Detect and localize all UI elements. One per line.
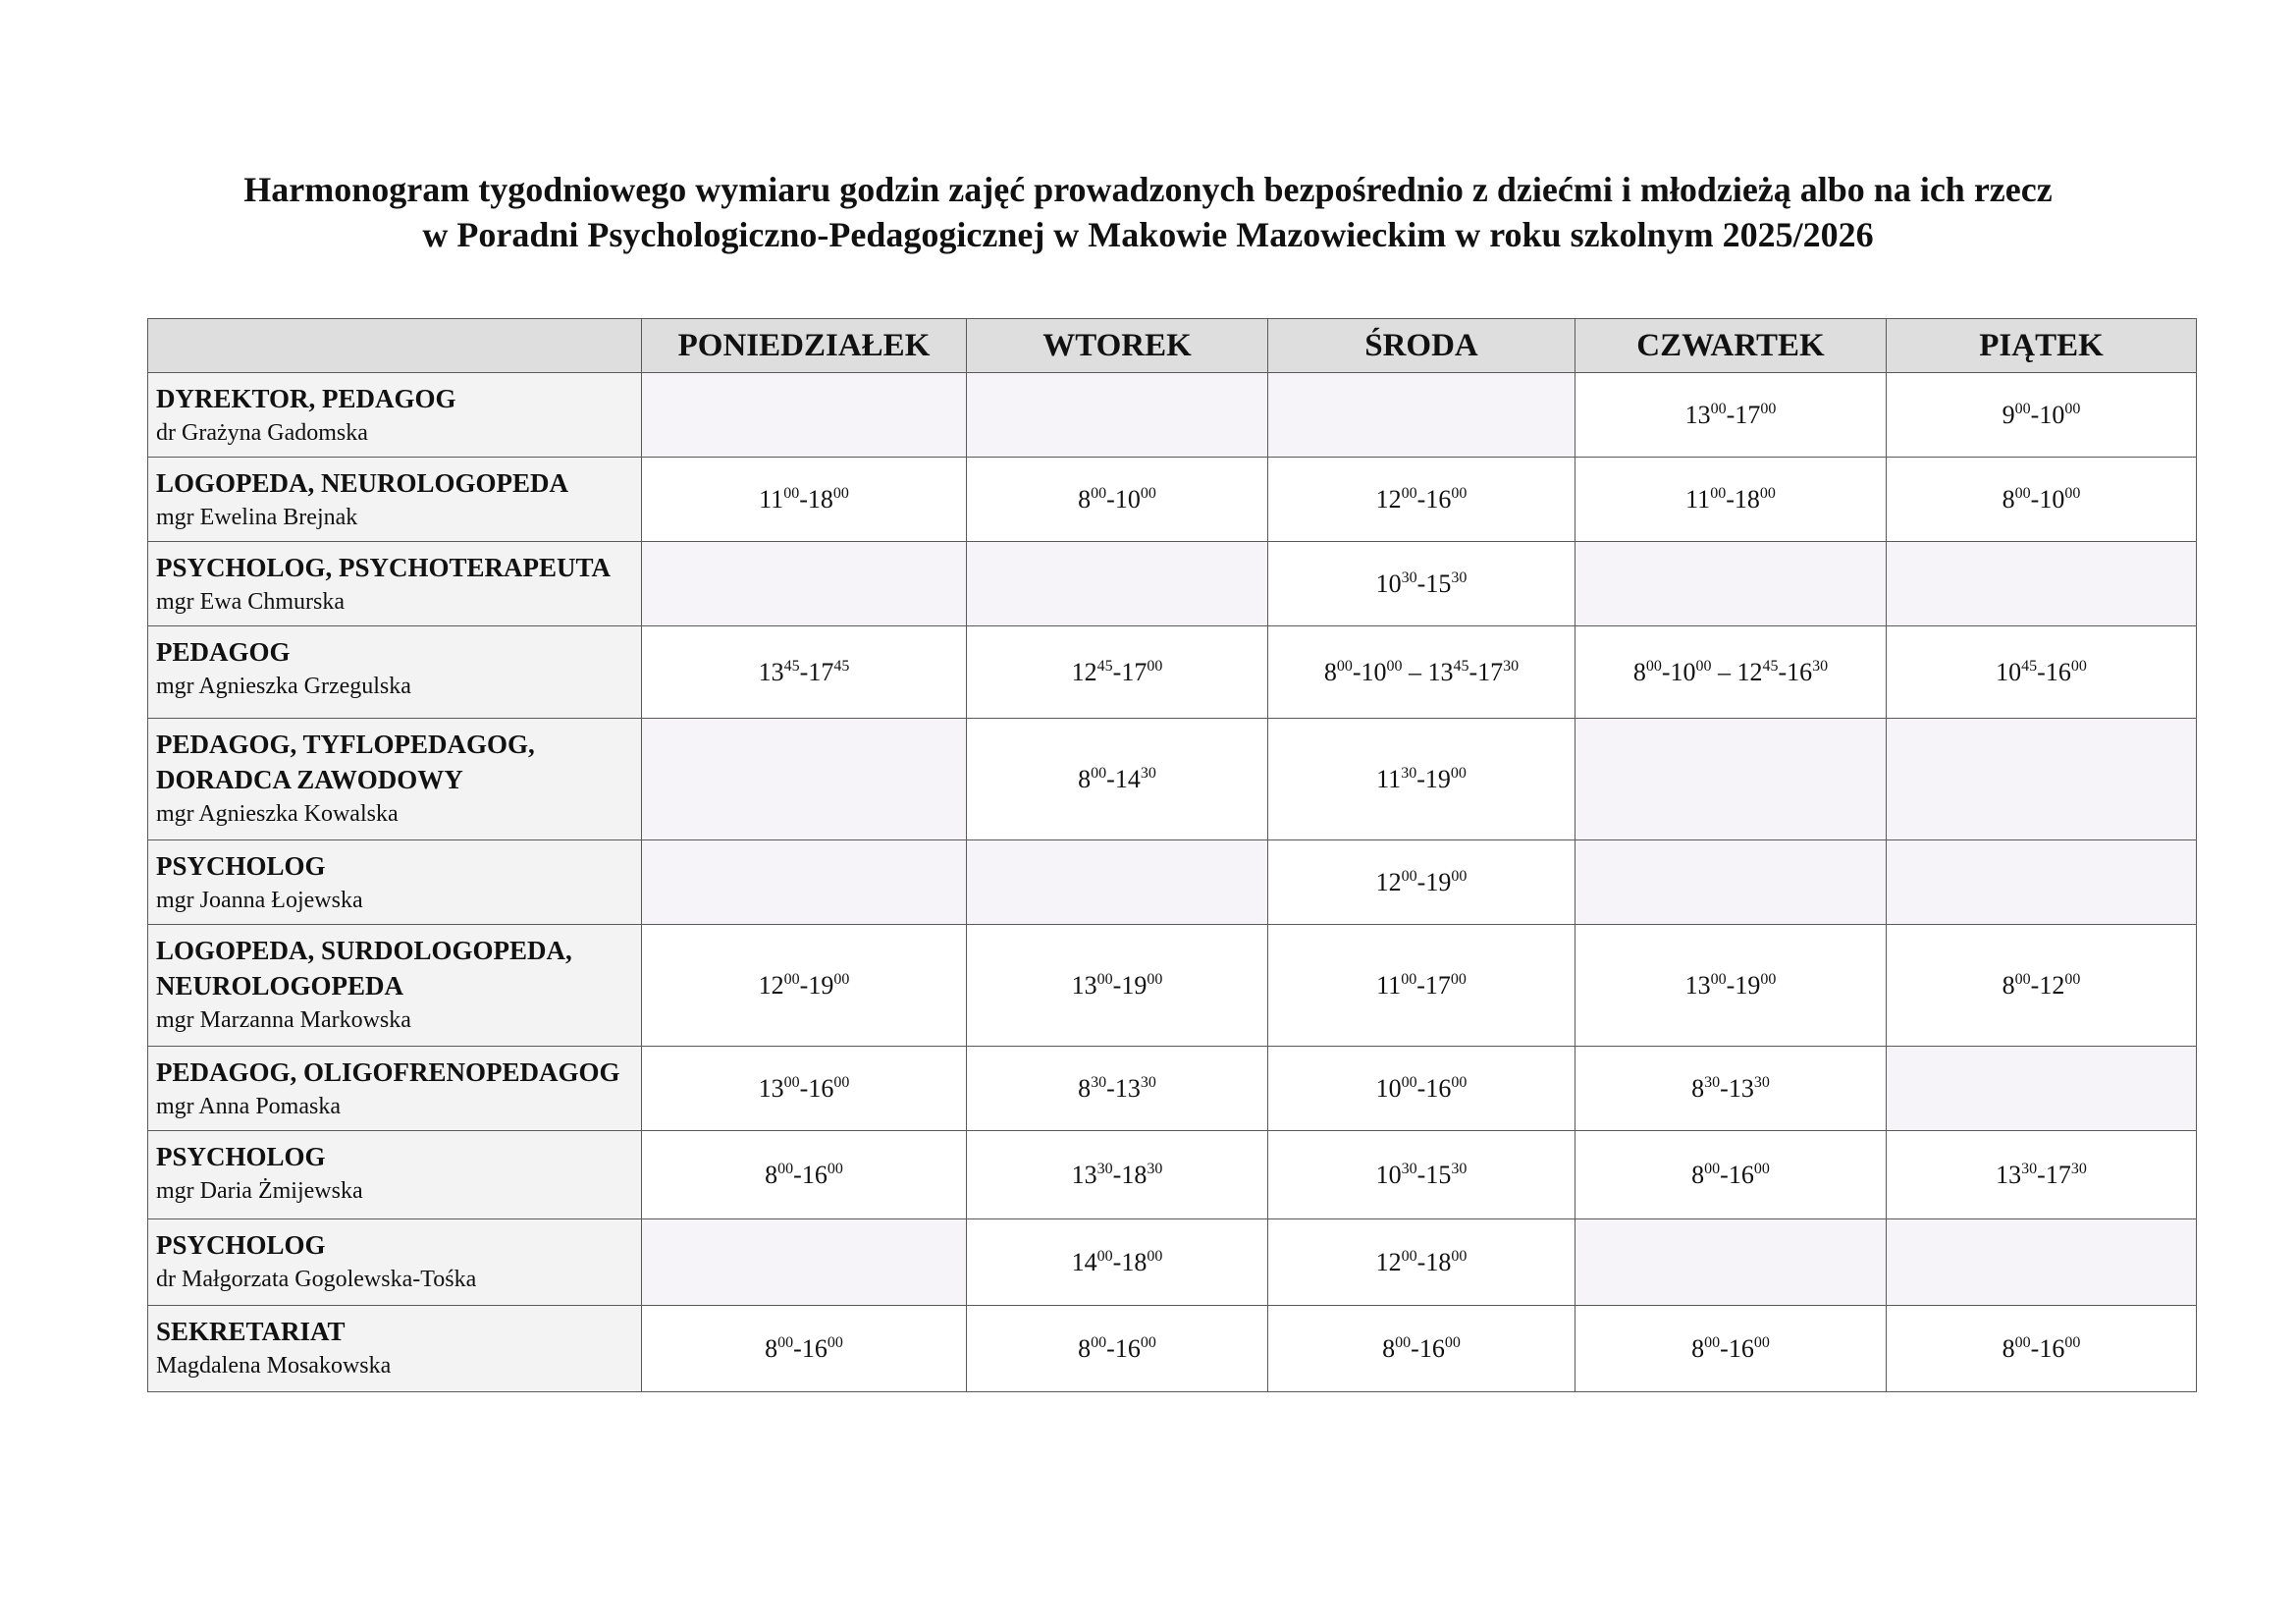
table-row (148, 542, 2197, 626)
staff-role: DYREKTOR, PEDAGOG (156, 384, 456, 413)
hours-value: $10^{30}-15^{30}$ (1375, 1160, 1468, 1189)
staff-name: mgr Ewelina Brejnak (156, 505, 358, 530)
hours-cell-thursday (1575, 458, 1887, 542)
staff-name: Magdalena Mosakowska (156, 1353, 392, 1379)
hours-value: $12^{00}-19^{00}$ (758, 970, 850, 1000)
hours-value: $12^{00}-16^{00}$ (1375, 484, 1468, 514)
staff-name: mgr Joanna Łojewska (156, 888, 363, 913)
hours-cell-monday (642, 1131, 967, 1219)
hours-cell-monday (642, 925, 967, 1047)
hours-cell-wednesday (1268, 1219, 1575, 1306)
hours-cell-tuesday (967, 626, 1268, 719)
hours-value: $10^{45}-16^{00}$ (1996, 657, 2087, 686)
staff-cell (148, 373, 642, 458)
hours-value: $11^{00}-18^{00}$ (759, 484, 849, 514)
hours-cell-wednesday (1268, 373, 1575, 458)
hours-value: $12^{00}-19^{00}$ (1375, 867, 1468, 896)
hours-cell-friday (1887, 1306, 2197, 1392)
staff-role: LOGOPEDA, NEUROLOGOPEDA (156, 468, 569, 498)
header-day-thursday: CZWARTEK (1575, 319, 1887, 373)
hours-value: $8^{00}-16^{00}$ (1078, 1333, 1156, 1363)
hours-cell-thursday (1575, 373, 1887, 458)
hours-cell-tuesday (967, 840, 1268, 925)
staff-cell (148, 925, 642, 1047)
header-day-wednesday: ŚRODA (1268, 319, 1575, 373)
staff-role: DORADCA ZAWODOWY (156, 765, 463, 794)
staff-role: NEUROLOGOPEDA (156, 971, 404, 1001)
hours-cell-thursday (1575, 719, 1887, 840)
hours-value: $13^{45}-17^{45}$ (758, 657, 850, 686)
staff-role: PSYCHOLOG, PSYCHOTERAPEUTA (156, 553, 612, 582)
staff-name: mgr Ewa Chmurska (156, 589, 345, 615)
hours-cell-monday (642, 373, 967, 458)
hours-value: $13^{00}-16^{00}$ (758, 1073, 850, 1103)
header-day-friday: PIĄTEK (1887, 319, 2197, 373)
header-day-tuesday: WTOREK (967, 319, 1268, 373)
hours-cell-friday (1887, 626, 2197, 719)
staff-name: mgr Agnieszka Grzegulska (156, 674, 411, 699)
hours-value: $8^{30}-13^{30}$ (1691, 1073, 1770, 1103)
hours-cell-monday (642, 458, 967, 542)
hours-cell-monday (642, 719, 967, 840)
hours-cell-wednesday (1268, 840, 1575, 925)
schedule-table (147, 318, 2197, 1392)
hours-cell-tuesday (967, 1306, 1268, 1392)
hours-cell-wednesday (1268, 458, 1575, 542)
staff-name: mgr Anna Pomaska (156, 1094, 341, 1119)
hours-cell-tuesday (967, 542, 1268, 626)
hours-cell-thursday (1575, 626, 1887, 719)
hours-value: $8^{00}-16^{00}$ (1691, 1160, 1770, 1189)
hours-cell-thursday (1575, 1306, 1887, 1392)
staff-cell (148, 542, 642, 626)
hours-cell-tuesday (967, 373, 1268, 458)
hours-value: $8^{00}-14^{30}$ (1078, 764, 1156, 793)
hours-cell-thursday (1575, 925, 1887, 1047)
title-line-1: Harmonogram tygodniowego wymiaru godzin zajęć prowadzonych bezpośrednio z dziećmi i młodzieżą albo na ich rzecz (243, 170, 2053, 209)
hours-cell-tuesday (967, 1219, 1268, 1306)
hours-cell-thursday (1575, 542, 1887, 626)
hours-value: $8^{00}-10^{00}$ (2002, 484, 2081, 514)
hours-cell-tuesday (967, 925, 1268, 1047)
staff-role: PEDAGOG, OLIGOFRENOPEDAGOG (156, 1057, 620, 1087)
hours-value: $11^{30}-19^{00}$ (1376, 764, 1467, 793)
staff-cell (148, 458, 642, 542)
table-row (148, 1219, 2197, 1306)
hours-cell-wednesday (1268, 626, 1575, 719)
schedule-body (148, 373, 2197, 1392)
hours-value: $8^{00}-10^{00}$ (1078, 484, 1156, 514)
table-row (148, 458, 2197, 542)
hours-cell-friday (1887, 1219, 2197, 1306)
staff-cell (148, 719, 642, 840)
hours-cell-wednesday (1268, 1047, 1575, 1131)
hours-value: $8^{00}-10^{00} - 12^{45}-16^{30}$ (1632, 657, 1829, 686)
hours-cell-friday (1887, 458, 2197, 542)
hours-cell-wednesday (1268, 925, 1575, 1047)
hours-cell-friday (1887, 542, 2197, 626)
hours-cell-monday (642, 626, 967, 719)
staff-name: mgr Marzanna Markowska (156, 1007, 411, 1033)
hours-value: $12^{00}-18^{00}$ (1375, 1247, 1468, 1276)
staff-role: PEDAGOG, TYFLOPEDAGOG, (156, 730, 535, 759)
hours-value: $13^{00}-19^{00}$ (1071, 970, 1163, 1000)
hours-cell-monday (642, 1306, 967, 1392)
staff-role: PEDAGOG (156, 637, 291, 667)
staff-cell (148, 1047, 642, 1131)
staff-cell (148, 626, 642, 719)
hours-value: $13^{30}-18^{30}$ (1071, 1160, 1163, 1189)
staff-cell (148, 840, 642, 925)
hours-cell-wednesday (1268, 1131, 1575, 1219)
hours-value: $10^{30}-15^{30}$ (1375, 568, 1468, 598)
table-row (148, 925, 2197, 1047)
hours-cell-wednesday (1268, 542, 1575, 626)
hours-cell-friday (1887, 840, 2197, 925)
staff-name: mgr Daria Żmijewska (156, 1178, 363, 1204)
hours-cell-thursday (1575, 840, 1887, 925)
hours-value: $8^{00}-12^{00}$ (2002, 970, 2081, 1000)
staff-name: dr Grażyna Gadomska (156, 420, 368, 446)
staff-role: PSYCHOLOG (156, 1230, 326, 1260)
header-day-monday: PONIEDZIAŁEK (642, 319, 967, 373)
table-row (148, 719, 2197, 840)
staff-role: PSYCHOLOG (156, 851, 326, 881)
table-row (148, 840, 2197, 925)
table-row (148, 373, 2197, 458)
hours-cell-monday (642, 542, 967, 626)
hours-value: $11^{00}-17^{00}$ (1376, 970, 1467, 1000)
hours-value: $12^{45}-17^{00}$ (1071, 657, 1163, 686)
staff-cell (148, 1131, 642, 1219)
hours-cell-wednesday (1268, 1306, 1575, 1392)
hours-cell-thursday (1575, 1219, 1887, 1306)
hours-value: $8^{00}-16^{00}$ (1382, 1333, 1461, 1363)
hours-cell-tuesday (967, 458, 1268, 542)
hours-cell-friday (1887, 925, 2197, 1047)
hours-cell-wednesday (1268, 719, 1575, 840)
hours-cell-thursday (1575, 1131, 1887, 1219)
hours-cell-thursday (1575, 1047, 1887, 1131)
hours-value: $8^{30}-13^{30}$ (1078, 1073, 1156, 1103)
hours-value: $8^{00}-16^{00}$ (765, 1160, 843, 1189)
hours-value: $11^{00}-18^{00}$ (1685, 484, 1776, 514)
staff-role: SEKRETARIAT (156, 1317, 346, 1346)
staff-role: PSYCHOLOG (156, 1142, 326, 1171)
schedule-header (148, 319, 2197, 373)
hours-cell-tuesday (967, 719, 1268, 840)
hours-cell-friday (1887, 719, 2197, 840)
hours-cell-monday (642, 840, 967, 925)
table-row (148, 1306, 2197, 1392)
document-title (0, 167, 2296, 257)
hours-value: $13^{00}-17^{00}$ (1684, 400, 1777, 429)
table-row (148, 626, 2197, 719)
hours-value: $8^{00}-16^{00}$ (765, 1333, 843, 1363)
hours-cell-friday (1887, 373, 2197, 458)
hours-value: $14^{00}-18^{00}$ (1071, 1247, 1163, 1276)
hours-value: $8^{00}-10^{00} - 13^{45}-17^{30}$ (1323, 657, 1520, 686)
hours-value: $9^{00}-10^{00}$ (2002, 400, 2081, 429)
staff-name: dr Małgorzata Gogolewska-Tośka (156, 1267, 477, 1292)
staff-role: LOGOPEDA, SURDOLOGOPEDA, (156, 936, 572, 965)
hours-value: $13^{30}-17^{30}$ (1996, 1160, 2087, 1189)
table-row (148, 1047, 2197, 1131)
hours-cell-tuesday (967, 1047, 1268, 1131)
table-row (148, 1131, 2197, 1219)
hours-cell-tuesday (967, 1131, 1268, 1219)
staff-cell (148, 1306, 642, 1392)
header-row (148, 319, 2197, 373)
staff-name: mgr Agnieszka Kowalska (156, 801, 399, 827)
hours-value: $13^{00}-19^{00}$ (1684, 970, 1777, 1000)
hours-cell-monday (642, 1219, 967, 1306)
hours-cell-friday (1887, 1131, 2197, 1219)
staff-cell (148, 1219, 642, 1306)
hours-cell-monday (642, 1047, 967, 1131)
title-line-2: w Poradni Psychologiczno-Pedagogicznej w Makowie Mazowieckim w roku szkolnym 2025/2026 (422, 215, 1874, 254)
hours-cell-friday (1887, 1047, 2197, 1131)
hours-value: $8^{00}-16^{00}$ (1691, 1333, 1770, 1363)
hours-value: $10^{00}-16^{00}$ (1375, 1073, 1468, 1103)
header-corner-cell (148, 319, 642, 373)
hours-value: $8^{00}-16^{00}$ (2002, 1333, 2081, 1363)
